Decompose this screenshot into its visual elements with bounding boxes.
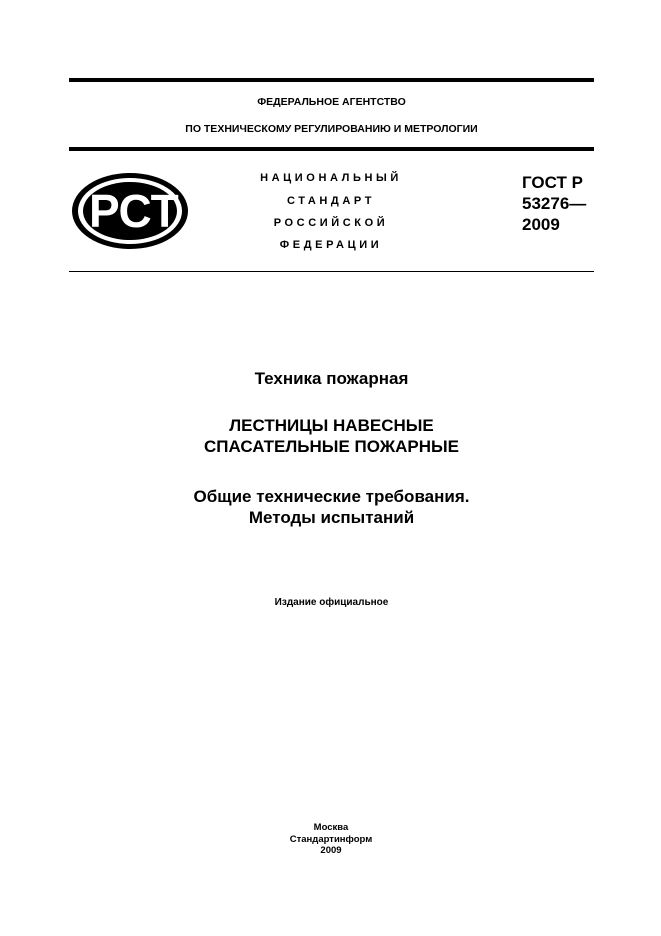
title-sub-line-1: Общие технические требования.: [193, 487, 470, 506]
designation-line-2: 53276—: [522, 194, 587, 213]
title-category: Техника пожарная: [254, 369, 409, 388]
standard-label-line-4: ФЕДЕРАЦИИ: [279, 239, 383, 251]
agency-line-1: ФЕДЕРАЛЬНОЕ АГЕНТСТВО: [257, 96, 406, 108]
edition-note: Издание официальное: [274, 597, 389, 608]
publisher-year: 2009: [320, 845, 342, 856]
standard-label-line-1: НАЦИОНАЛЬНЫЙ: [260, 172, 402, 184]
logo-letters: РСТ: [89, 185, 179, 237]
title-main-line-1: ЛЕСТНИЦЫ НАВЕСНЫЕ: [229, 416, 434, 435]
title-sub-line-2: Методы испытаний: [248, 508, 415, 527]
designation-line-3: 2009: [522, 215, 560, 234]
designation-line-1: ГОСТ Р: [522, 173, 583, 192]
rst-mark-icon: [69, 170, 191, 252]
top-rule: [69, 78, 594, 82]
designation: [522, 172, 586, 235]
header-bottom-rule: [69, 271, 594, 272]
title-main-line-2: СПАСАТЕЛЬНЫЕ ПОЖАРНЫЕ: [204, 437, 459, 456]
standard-label-line-2: СТАНДАРТ: [286, 195, 376, 207]
standard-label-line-3: РОССИЙСКОЙ: [273, 217, 389, 229]
header-rule: [69, 147, 594, 151]
publisher-name: Стандартинформ: [289, 833, 373, 845]
publisher-block: [200, 822, 462, 857]
agency-line-2: ПО ТЕХНИЧЕСКОМУ РЕГУЛИРОВАНИЮ И МЕТРОЛОГИИ: [185, 123, 478, 135]
publisher-city: Москва: [313, 822, 349, 833]
